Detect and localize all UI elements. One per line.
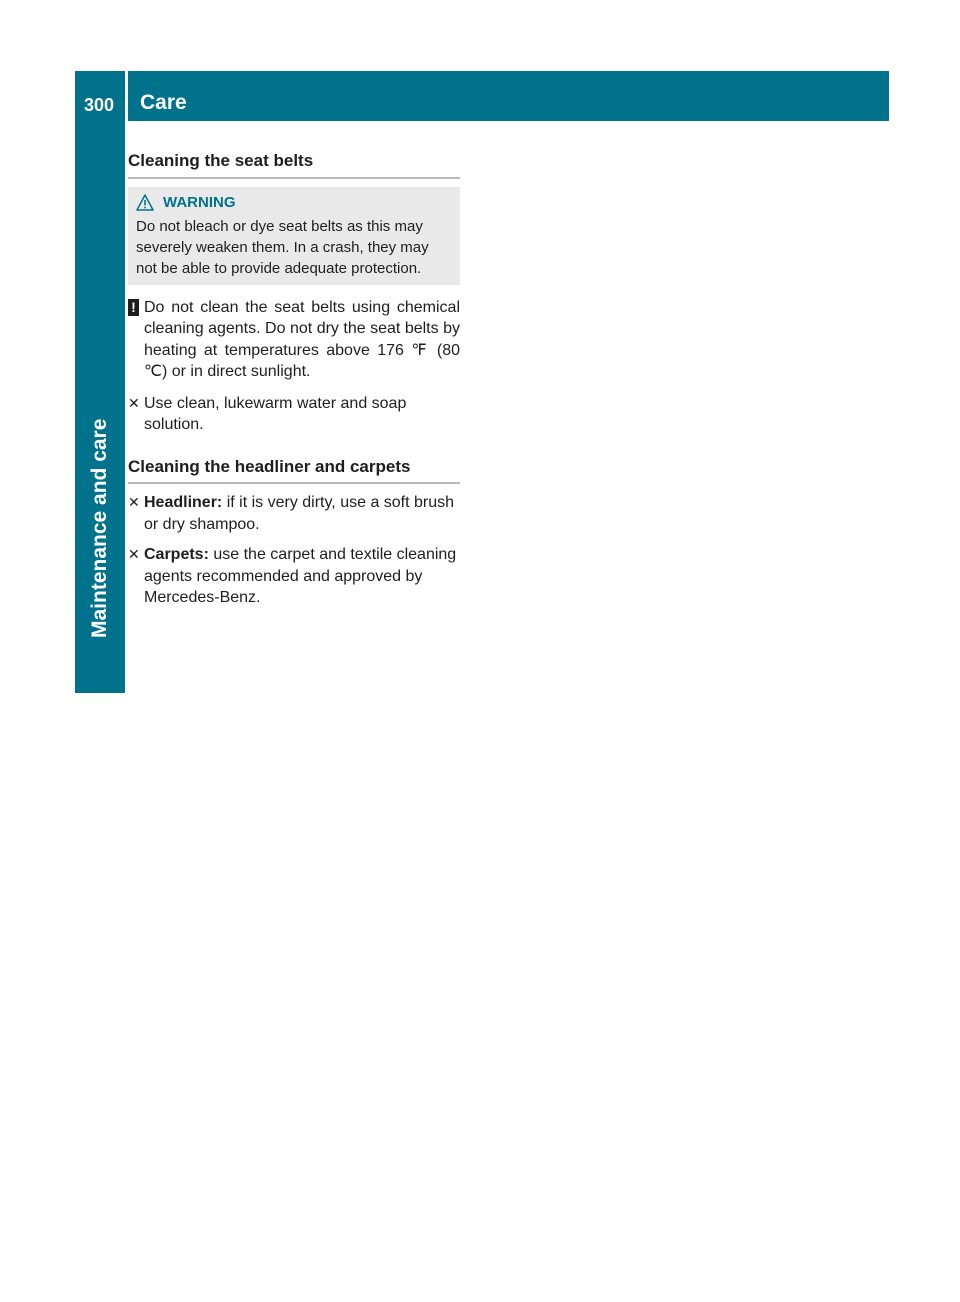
- chapter-label: Maintenance and care: [88, 418, 111, 638]
- list-item: [128, 544, 460, 609]
- exclamation-icon: !: [128, 299, 139, 316]
- header-bar: [75, 71, 889, 121]
- note-text: Do not clean the seat belts using chemical cleaning agents. Do not dry the seat belts by heating at temperatures above 176 ℉ (80 ℃) or in direct sunlight.: [144, 298, 460, 380]
- list-item-label: Carpets:: [144, 546, 209, 563]
- list-item-text: if it is very dirty, use a soft brush or dry shampoo.: [144, 494, 455, 533]
- heading-cleaning-headliner-carpets: Cleaning the headliner and carpets: [128, 456, 460, 485]
- list-item-text: use the carpet and textile cleaning agents recommended and approved by Mercedes-Benz.: [144, 546, 457, 606]
- warning-header: [136, 194, 452, 212]
- warning-title: WARNING: [163, 193, 236, 211]
- main-content: [128, 150, 460, 618]
- warning-box: [128, 187, 460, 285]
- x-bullet-icon: ✕: [128, 494, 140, 510]
- x-bullet-icon: ✕: [128, 546, 140, 562]
- list-item: [128, 492, 460, 535]
- warning-text: Do not bleach or dye seat belts as this may severely weaken them. In a crash, they may not be able to provide adequate protection.: [136, 217, 429, 277]
- section-title: Care: [140, 91, 187, 114]
- x-bullet-icon: ✕: [128, 394, 140, 411]
- warning-triangle-icon: [136, 194, 154, 211]
- list-item: [128, 393, 460, 436]
- list-item-label: Headliner:: [144, 494, 223, 511]
- header-divider: [125, 71, 128, 121]
- note-paragraph: [128, 297, 460, 383]
- page-number: 300: [84, 95, 115, 115]
- heading-cleaning-seat-belts: Cleaning the seat belts: [128, 150, 460, 179]
- list-item-text: Use clean, lukewarm water and soap solution.: [144, 394, 407, 433]
